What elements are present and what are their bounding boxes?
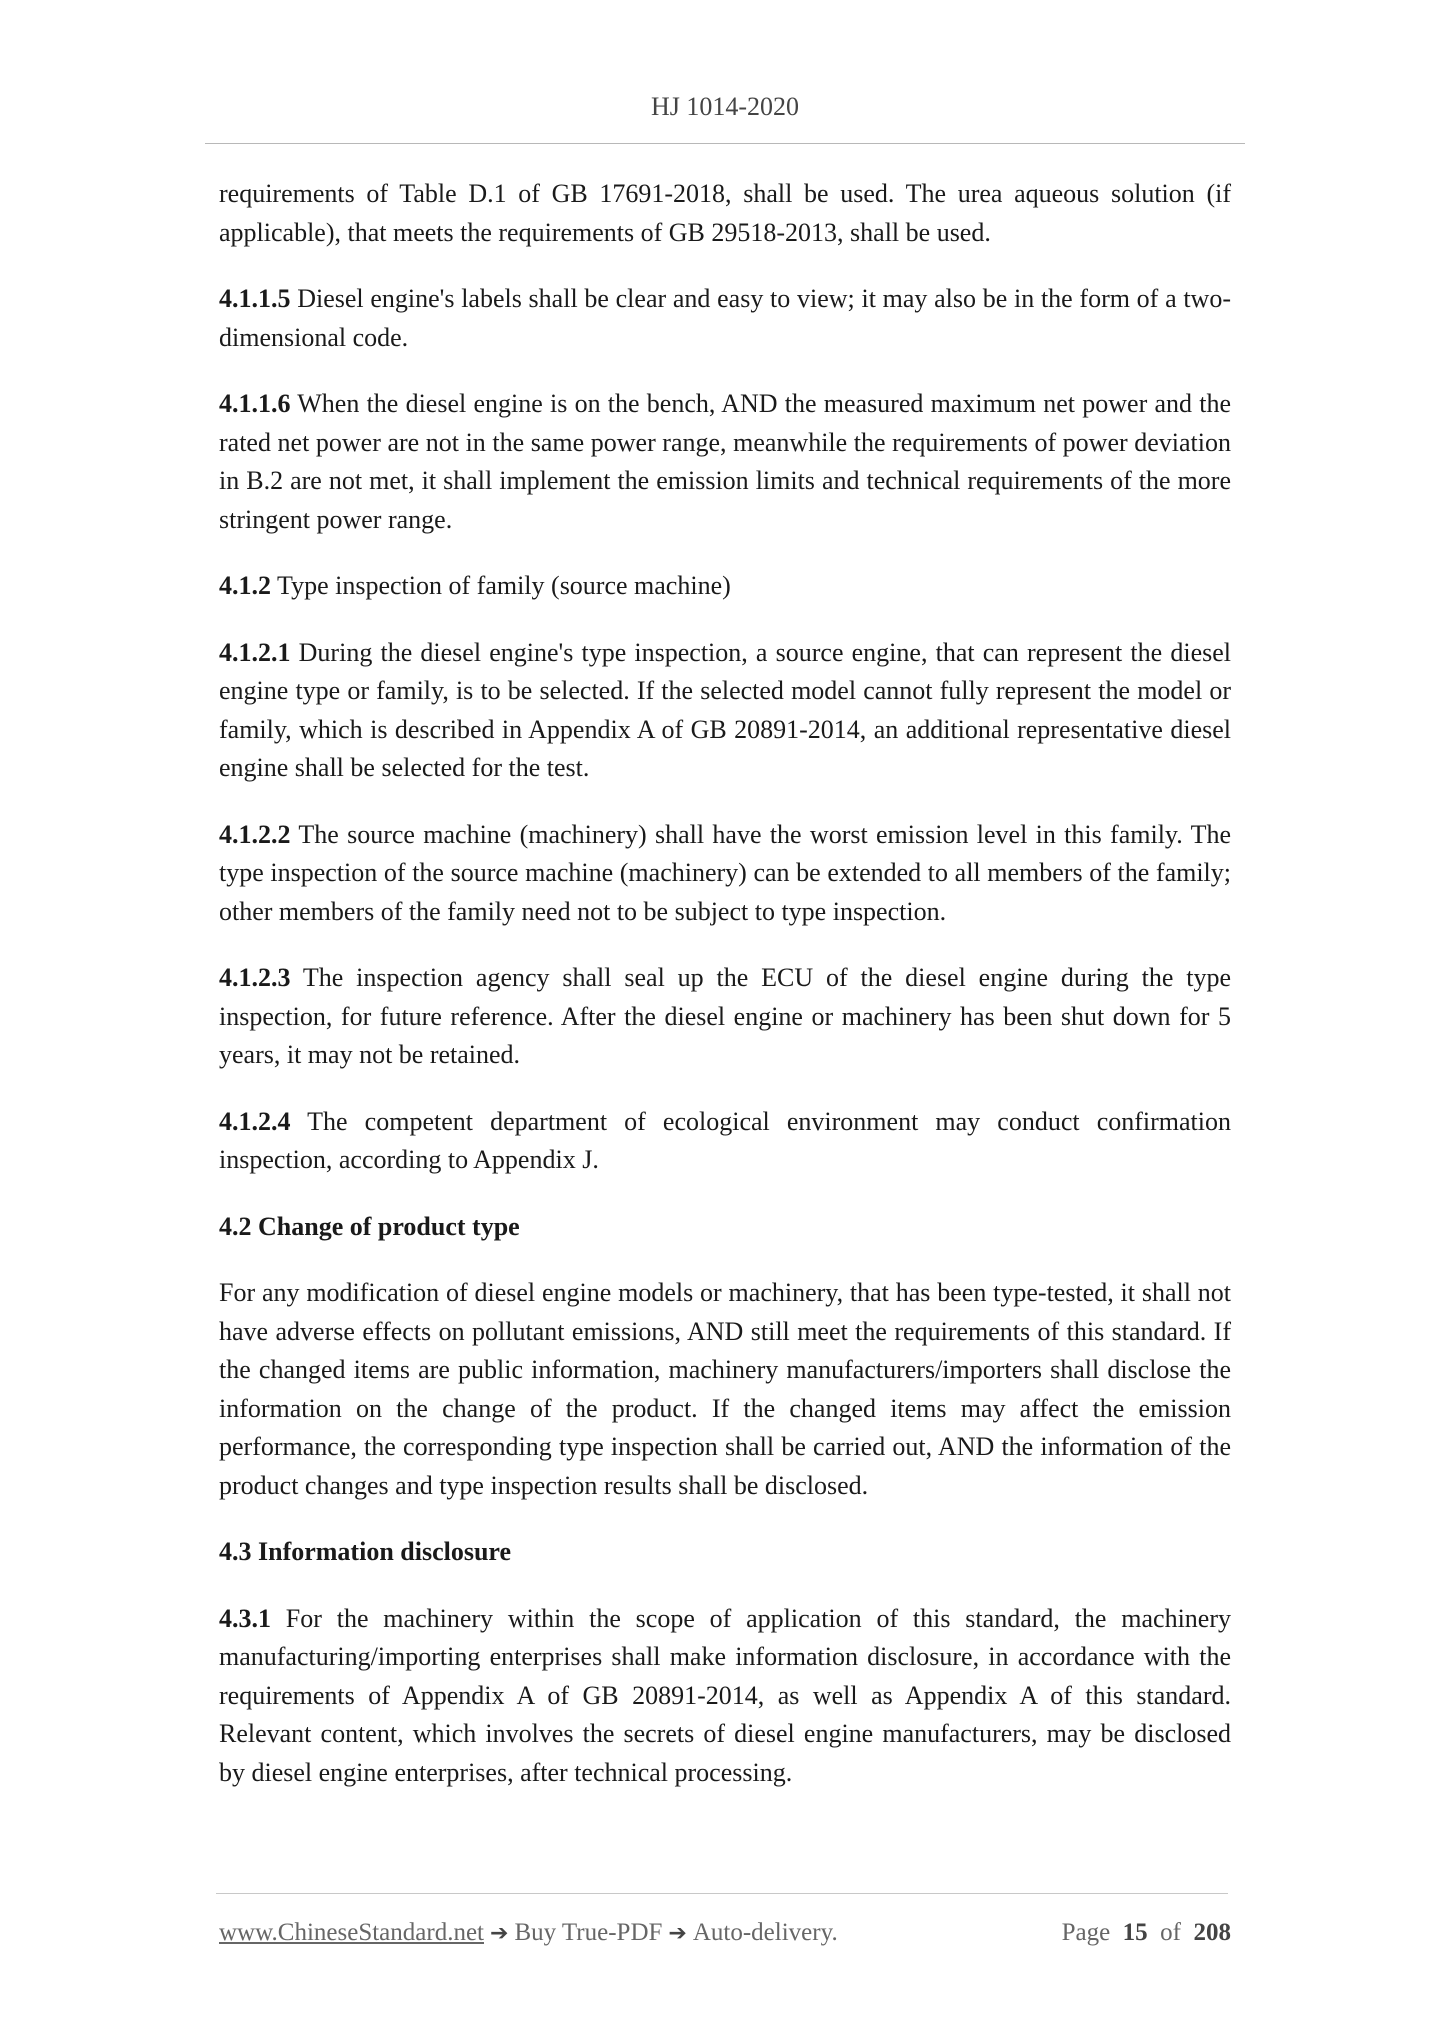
- clause-4-1-2-4: [219, 1103, 1231, 1180]
- site-link[interactable]: www.ChineseStandard.net: [219, 1919, 484, 1946]
- buy-true-pdf-text: Buy True-PDF: [514, 1919, 663, 1946]
- footer-divider: [216, 1893, 1228, 1894]
- arrow-right-icon: ➔: [668, 1921, 687, 1946]
- clause-number: 4.1.2.3: [219, 963, 291, 992]
- page-label: Page: [1061, 1919, 1111, 1946]
- clause-text: The inspection agency shall seal up the ECU of the diesel engine during the type inspection, for future reference. After the diesel engine or machinery has been shut down for 5 years, it may not be retained.: [219, 963, 1231, 1069]
- clause-4-1-1-5: [219, 280, 1231, 357]
- clause-text: The source machine (machinery) shall have the worst emission level in this family. The type inspection of the source machine (machinery) can be extended to all members of the family; other members of the family need not to be subject to type inspection.: [219, 819, 1231, 926]
- clause-text: Type inspection of family (source machine): [271, 571, 731, 600]
- clause-number: 4.1.1.5: [219, 284, 291, 313]
- current-page-number: 15: [1122, 1919, 1148, 1946]
- header-divider: [205, 143, 1245, 144]
- section-heading-4-3: 4.3 Information disclosure: [219, 1537, 512, 1566]
- clause-4-1-1-6: [219, 385, 1231, 539]
- footer-promo: [219, 1919, 838, 1947]
- page-indicator: [1062, 1919, 1231, 1947]
- page-footer: [219, 1919, 1231, 1953]
- clause-4-1-2: [219, 567, 1231, 606]
- clause-text: The competent department of ecological environment may conduct confirmation inspection, according to Appendix J.: [219, 1106, 1231, 1174]
- clause-number: 4.1.1.6: [219, 389, 291, 418]
- clause-number: 4.3.1: [219, 1603, 271, 1633]
- clause-number: 4.1.2: [219, 571, 271, 600]
- clause-4-1-2-3: [219, 959, 1231, 1075]
- paragraph-continued: [219, 175, 1231, 252]
- clause-4-1-2-1: [219, 634, 1231, 788]
- clause-number: 4.1.2.2: [219, 819, 291, 849]
- clause-text: Diesel engine's labels shall be clear and easy to view; it may also be in the form of a two-dimensional code.: [219, 284, 1231, 352]
- clause-4-3-1: [219, 1600, 1231, 1793]
- section-4-2-body: For any modification of diesel engine models or machinery, that has been type-tested, it shall not have adverse effects on pollutant emissions, AND still meet the requirements of this standard. If the changed items are public information, machinery manufacturers/importers shall disclose the information on the change of the product. If the changed items may affect the emission performance, the corresponding type inspection shall be carried out, AND the information of the product changes and type inspection results shall be disclosed.: [219, 1278, 1231, 1500]
- arrow-right-icon: ➔: [490, 1921, 509, 1946]
- clause-number: 4.1.2.4: [219, 1106, 291, 1136]
- clause-number: 4.1.2.1: [219, 637, 291, 667]
- clause-text: For the machinery within the scope of application of this standard, the machinery manufacturing/importing enterprises shall make information disclosure, in accordance with the requirements of Appendix A of GB 20891-2014, as well as Appendix A of this standard. Relevant content, which involves the secrets of diesel engine manufacturers, may be disclosed by diesel engine enterprises, after technical processing.: [219, 1603, 1231, 1787]
- page-of-label: of: [1160, 1919, 1181, 1946]
- paragraph-text: requirements of Table D.1 of GB 17691-2018, shall be used. The urea aqueous solution (if applicable), that meets the requirements of GB 29518-2013, shall be used.: [219, 179, 1231, 247]
- page-header: [205, 92, 1245, 122]
- page-body: [219, 175, 1231, 1820]
- auto-delivery-text: Auto-delivery.: [692, 1919, 838, 1946]
- document-code: HJ 1014-2020: [650, 92, 800, 121]
- clause-text: When the diesel engine is on the bench, AND the measured maximum net power and the rated net power are not in the same power range, meanwhile the requirements of power deviation in B.2 are not met, it shall implement the emission limits and technical requirements of the more stringent power range.: [219, 389, 1231, 534]
- section-heading-4-2: 4.2 Change of product type: [219, 1211, 520, 1241]
- clause-text: During the diesel engine's type inspection, a source engine, that can represent the diesel engine type or family, is to be selected. If the selected model cannot fully represent the model or family, which is described in Appendix A of GB 20891-2014, an additional representative diesel engine shall be selected for the test.: [219, 637, 1231, 782]
- total-pages-number: 208: [1193, 1919, 1231, 1946]
- clause-4-1-2-2: [219, 816, 1231, 932]
